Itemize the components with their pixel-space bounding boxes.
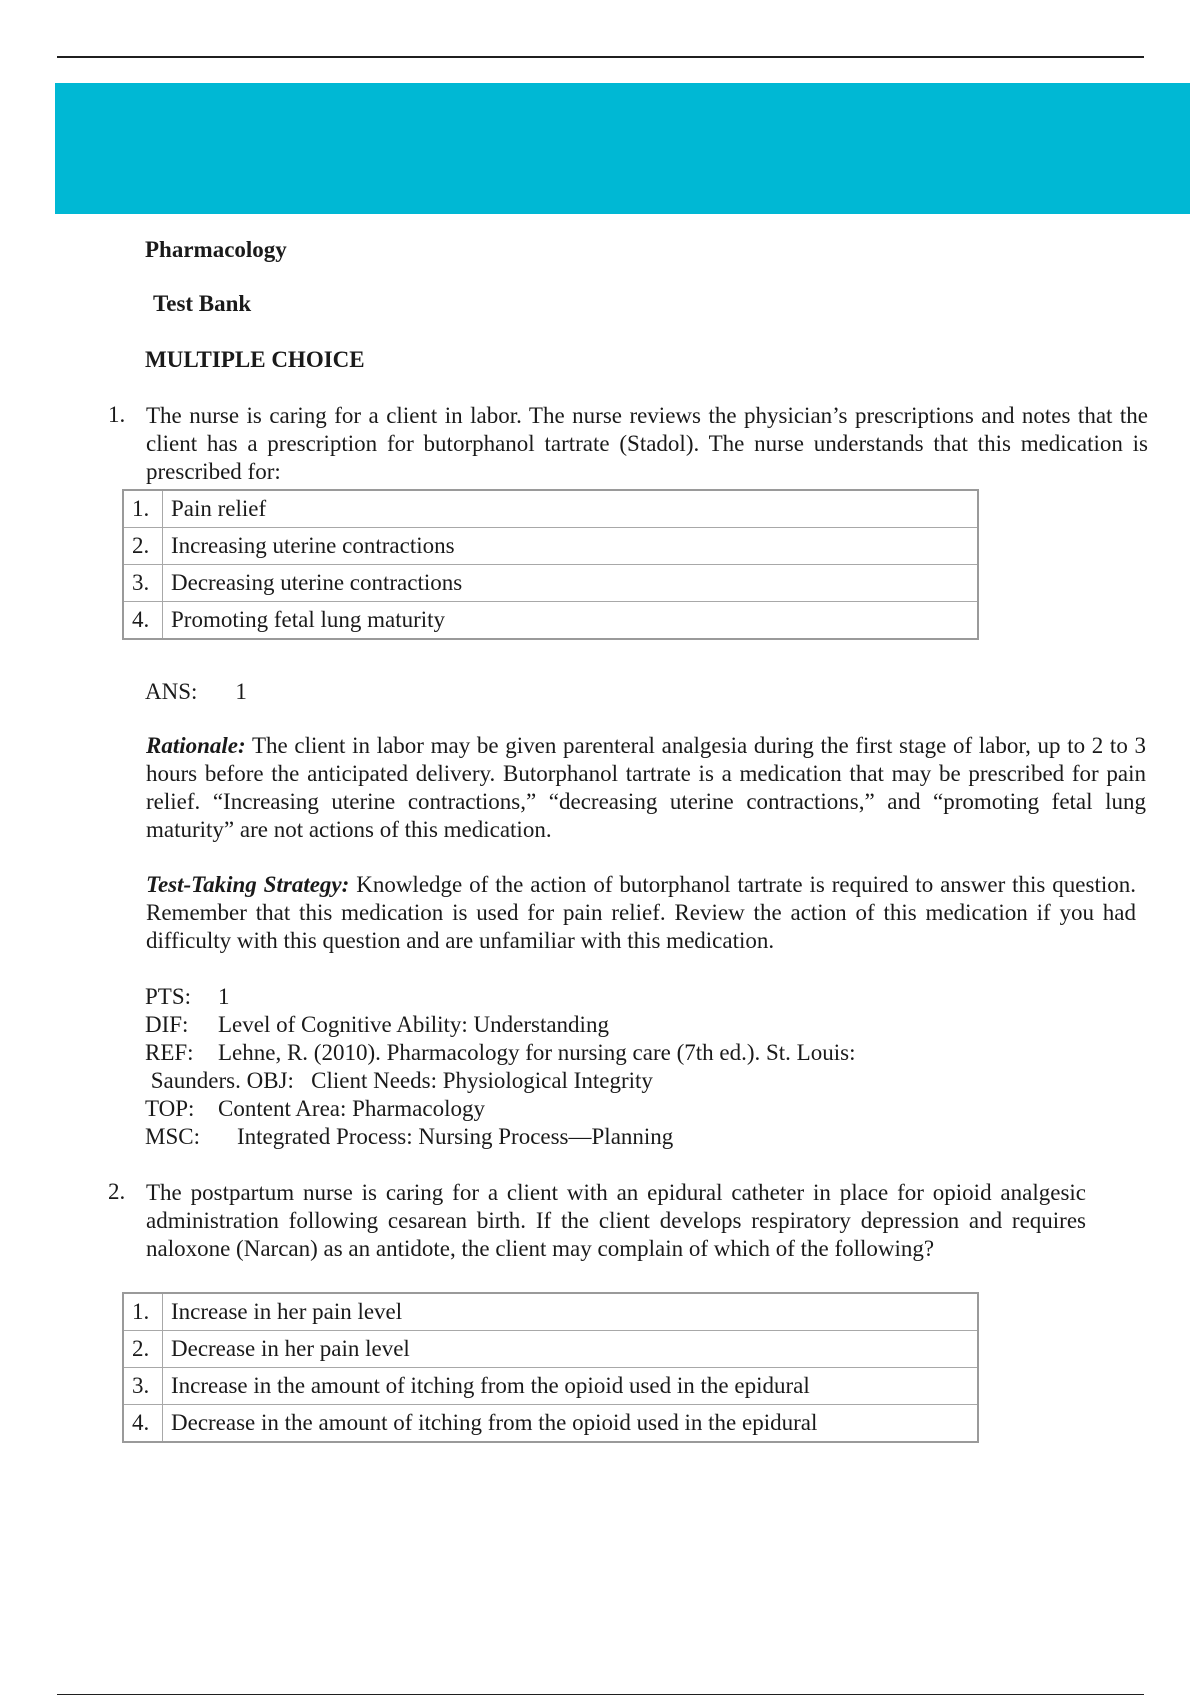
- meta-value: Client Needs: Physiological Integrity: [311, 1068, 653, 1093]
- choice-row: [123, 565, 978, 602]
- choice-text: Decreasing uterine contractions: [163, 565, 979, 602]
- meta-value: Integrated Process: Nursing Process—Planning: [237, 1124, 674, 1149]
- choice-number: 3.: [123, 565, 163, 602]
- top-rule: [57, 56, 1144, 58]
- choice-row: [123, 1293, 978, 1331]
- meta-msc: [145, 1123, 855, 1151]
- choice-number: 1.: [123, 1293, 163, 1331]
- choice-row: [123, 602, 978, 640]
- strategy-label: Test-Taking Strategy:: [146, 872, 350, 897]
- choice-text: Increasing uterine contractions: [163, 528, 979, 565]
- choice-row: [123, 1368, 978, 1405]
- rationale-paragraph: [146, 732, 1146, 844]
- choice-number: 2.: [123, 1331, 163, 1368]
- choice-row: [123, 490, 978, 528]
- question-1-choices: [122, 489, 979, 640]
- choice-text: Decrease in her pain level: [163, 1331, 979, 1368]
- bottom-rule: [57, 1694, 1144, 1695]
- choice-number: 2.: [123, 528, 163, 565]
- meta-top: [145, 1095, 855, 1123]
- strategy-text: Knowledge of the action of butorphanol tartrate is required to answer this question. Remember that this medication is used for pain relief. Review the action of this medication if you had difficulty with this question and are unfamiliar with this medication.: [146, 872, 1136, 953]
- meta-pts: [145, 983, 855, 1011]
- question-2-text: The postpartum nurse is caring for a client with an epidural catheter in place for opioid analgesic administration following cesarean birth. If the client develops respiratory depression and requires naloxone (Narcan) as an antidote, the client may complain of which of the following?: [146, 1180, 1086, 1261]
- question-2-choices: [122, 1292, 979, 1443]
- choice-number: 1.: [123, 490, 163, 528]
- choice-number: 4.: [123, 1405, 163, 1443]
- choice-text: Decrease in the amount of itching from the opioid used in the epidural: [163, 1405, 979, 1443]
- meta-key: DIF:: [145, 1012, 189, 1037]
- meta-key: REF:: [145, 1040, 194, 1065]
- meta-key: PTS:: [145, 984, 192, 1009]
- question-2-number: 2.: [108, 1179, 126, 1204]
- meta-value: Saunders.: [150, 1068, 241, 1093]
- choice-number: 3.: [123, 1368, 163, 1405]
- rationale-label: Rationale:: [146, 733, 246, 758]
- strategy-paragraph: [146, 871, 1136, 955]
- meta-value: 1: [218, 984, 230, 1009]
- meta-value: Level of Cognitive Ability: Understanding: [218, 1012, 609, 1037]
- question-1-number: 1.: [108, 402, 126, 427]
- meta-obj: [145, 1067, 855, 1095]
- meta-key: TOP:: [145, 1096, 195, 1121]
- answer-line: [145, 679, 247, 705]
- meta-key: MSC:: [145, 1124, 200, 1149]
- choice-row: [123, 528, 978, 565]
- question-metadata: [145, 983, 855, 1151]
- subject-heading: Pharmacology: [145, 237, 287, 262]
- rationale-text: The client in labor may be given parenteral analgesia during the first stage of labor, up to 2 to 3 hours before the anticipated delivery. Butorphanol tartrate is a medication that may be prescribed for pain relief. “Increasing uterine contractions,” “decreasing uterine contractions,” and “promoting fetal lung maturity” are not actions of this medication.: [146, 733, 1146, 842]
- section-heading: MULTIPLE CHOICE: [145, 347, 365, 372]
- meta-dif: [145, 1011, 855, 1039]
- choice-text: Increase in her pain level: [163, 1293, 979, 1331]
- meta-value: Lehne, R. (2010). Pharmacology for nursing care (7th ed.). St. Louis:: [218, 1040, 856, 1065]
- meta-ref: [145, 1039, 855, 1067]
- meta-key: OBJ:: [246, 1068, 294, 1093]
- choice-row: [123, 1331, 978, 1368]
- choice-text: Pain relief: [163, 490, 979, 528]
- test-bank-heading: Test Bank: [153, 291, 252, 316]
- meta-value: Content Area: Pharmacology: [218, 1096, 485, 1121]
- choice-row: [123, 1405, 978, 1443]
- choice-text: Promoting fetal lung maturity: [163, 602, 979, 640]
- choice-number: 4.: [123, 602, 163, 640]
- answer-value: 1: [235, 679, 247, 704]
- choice-text: Increase in the amount of itching from the opioid used in the epidural: [163, 1368, 979, 1405]
- answer-label: ANS:: [145, 679, 198, 704]
- question-1-text: The nurse is caring for a client in labor. The nurse reviews the physician’s prescriptions and notes that the client has a prescription for butorphanol tartrate (Stadol). The nurse understands that this medication is prescribed for:: [146, 403, 1148, 484]
- header-banner: [55, 83, 1190, 214]
